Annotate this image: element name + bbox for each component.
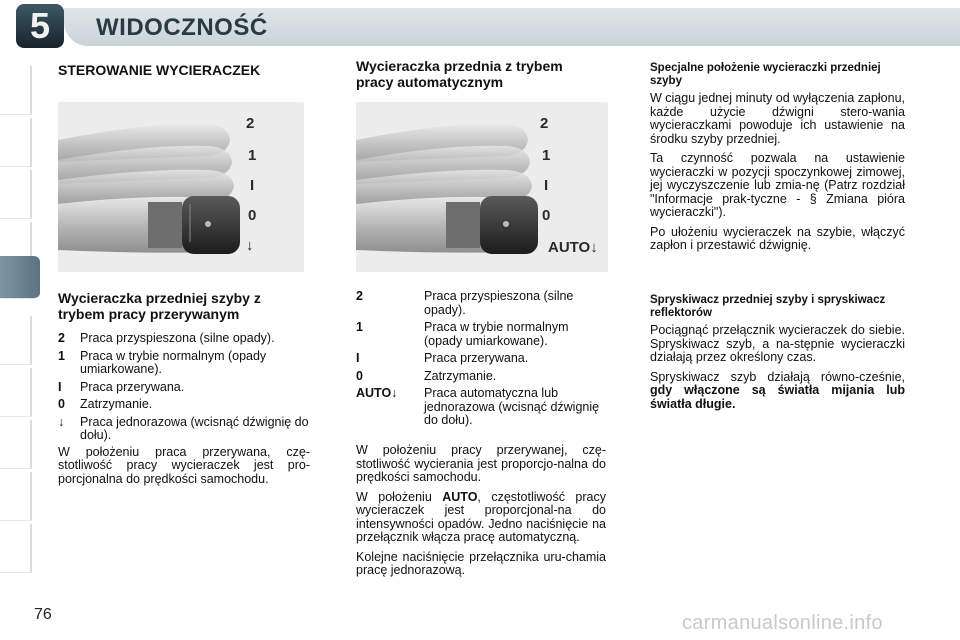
legend-row: 2 Praca przyspieszona (silne opady).	[58, 331, 275, 345]
column-wipers-intermittent	[58, 58, 308, 78]
ghost-stalk-positions	[356, 124, 532, 206]
paragraph-intermittent-frequency: W położeniu pracy przerywanej, czę-stotliwość wycierania jest proporcjo-nalna do prędkości samochodu.	[356, 443, 606, 484]
section-heading-automatic: Wycieraczka przednia z trybem pracy automatycznym	[356, 58, 563, 90]
legend-row: AUTO↓ Praca automatyczna lub jednorazowa (wcisnąć dźwignię do dołu).	[356, 386, 600, 427]
section-heading-washer: Spryskiwacz przedniej szyby i spryskiwacz reflektorów	[650, 294, 886, 319]
side-tab-5-active[interactable]	[0, 256, 40, 299]
page-number: 76	[34, 606, 52, 623]
paragraph-washer-2: Spryskiwacz szyb działają równo-cześnie, gdy włączone są światła mijania lub światła długie.	[650, 369, 905, 411]
legend-row: 2 Praca przyspieszona (silne opady).	[356, 289, 574, 317]
position-label-1: 1	[542, 147, 551, 164]
active-stalk	[58, 196, 240, 254]
chapter-title: WIDOCZNOŚĆ	[96, 14, 268, 41]
column-wipers-automatic	[356, 58, 606, 90]
section-heading-special-position: Specjalne położenie wycieraczki przedniej szyby	[650, 62, 881, 87]
legend-row: 1 Praca w trybie normalnym (opady umiarkowane).	[356, 320, 569, 348]
chapter-side-tabs	[0, 66, 36, 576]
side-tab-9[interactable]	[0, 472, 32, 521]
paragraph-single-wipe: Kolejne naciśnięcie przełącznika uru-chamia pracę jednorazową.	[356, 549, 606, 577]
section-heading-wiper-control: STEROWANIE WYCIERACZEK	[58, 62, 261, 78]
paragraph-auto-mode: W położeniu AUTO, częstotliwość pracy wycieraczek jest proporcjonal-na do intensywności opadów. Jedno naciśnięcie na przełącznik włącza pracę automatyczną.	[356, 489, 607, 544]
position-label-2: 2	[540, 115, 549, 132]
paragraph-special-position-3: Po ułożeniu wycieraczek na szybie, włączyć zapłon i przestawić dźwignię.	[650, 224, 905, 252]
legend-row: 0 Zatrzymanie.	[58, 397, 153, 411]
column-special-position	[650, 62, 905, 253]
side-tab-6[interactable]	[0, 316, 32, 365]
legend-list-intermittent	[58, 332, 310, 486]
column2-paragraphs	[356, 444, 606, 578]
column-washer	[650, 294, 905, 411]
watermark: carmanualsonline.info	[682, 612, 883, 634]
legend-row: I Praca przerywana.	[58, 379, 185, 394]
active-stalk	[356, 196, 538, 254]
position-label-I: I	[544, 177, 549, 194]
position-label-auto: AUTO↓	[548, 239, 598, 256]
legend-row: 1 Praca w trybie normalnym (opady umiarkowane).	[58, 348, 267, 376]
side-tab-8[interactable]	[0, 420, 32, 469]
legend-row: I Praca przerywana.	[356, 351, 529, 365]
legend-list-automatic	[356, 290, 606, 432]
wiper-stalk-illustration-intermittent	[58, 102, 304, 272]
side-tab-2[interactable]	[0, 118, 32, 167]
section-heading-intermittent: Wycieraczka przedniej szyby z trybem pracy przerywanym	[58, 290, 261, 322]
chapter-number-badge: 5	[16, 4, 64, 48]
legend-row: 0 Zatrzymanie.	[356, 368, 497, 383]
paragraph-special-position-1: W ciągu jednej minuty od wyłączenia zapłonu, każde użycie dźwigni stero-wania wycieraczkami powoduje ich ustawienie na środku szyby przedniej.	[650, 91, 905, 146]
position-label-1: 1	[248, 147, 257, 164]
paragraph-intermittent-speed: W położeniu praca przerywana, czę-stotliwość pracy wycieraczek jest pro-porcjonalna do prędkości samochodu.	[58, 444, 310, 486]
position-label-down: ↓	[246, 237, 254, 254]
paragraph-special-position-2: Ta czynność pozwala na ustawienie wycieraczki w pozycji spoczynkowej zimowej, jej wyczyszczenie lub zmia-nę (Patrz rozdział "Informacje prak-tyczne - § Zmiana pióra wycieraczki").	[650, 151, 905, 219]
position-label-0: 0	[542, 207, 551, 224]
legend-row: ↓ Praca jednorazowa (wcisnąć dźwignię do dołu).	[58, 414, 309, 442]
wiper-stalk-illustration-automatic	[356, 102, 608, 272]
page-header	[0, 0, 960, 52]
ghost-stalk-positions	[58, 124, 234, 206]
side-tab-10[interactable]	[0, 524, 32, 573]
side-tab-7[interactable]	[0, 368, 32, 417]
paragraph-washer-1: Pociągnąć przełącznik wycieraczek do siebie. Spryskiwacz szyb, a na-stępnie wycieraczki działają przez określony czas.	[650, 323, 905, 364]
column1-lower	[58, 290, 308, 322]
side-tab-1[interactable]	[0, 66, 32, 115]
position-label-I: I	[250, 177, 255, 194]
position-label-0: 0	[248, 207, 257, 224]
position-label-2: 2	[246, 115, 255, 132]
side-tab-3[interactable]	[0, 170, 32, 219]
